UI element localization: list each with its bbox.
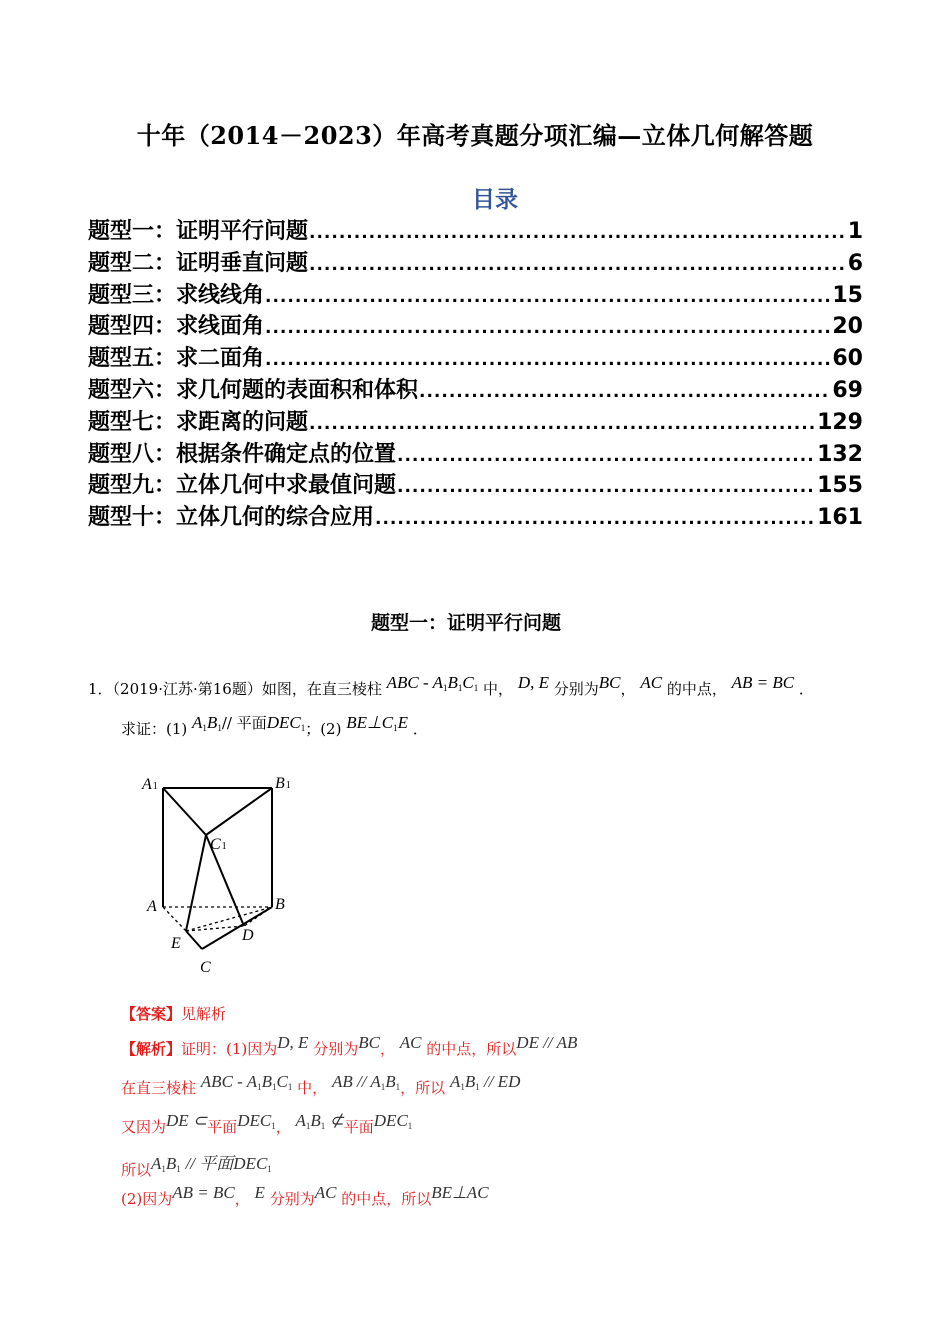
page-title: 十年（2014－2023）年高考真题分项汇编—立体几何解答题 — [136, 121, 814, 150]
question-number: 1． — [88, 680, 113, 698]
toc-entry-label: 题型六：求几何题的表面积和体积 — [88, 377, 419, 403]
math-prism: ABC - $A_1B_1C_1$ — [386, 673, 479, 693]
question-source: （2019·江苏·第16题） — [112, 680, 262, 698]
label-a1: A1 — [142, 776, 158, 793]
label-c1: C1 — [210, 836, 227, 853]
toc-entry-label: 题型三：求线线角 — [88, 282, 265, 308]
toc-entry-page: 132 — [817, 441, 863, 467]
toc-entry-page: 20 — [832, 314, 863, 340]
section-heading: 题型一：证明平行问题 — [370, 612, 561, 634]
toc-entry[interactable] — [88, 373, 863, 405]
toc-entry-page: 161 — [817, 505, 863, 531]
toc-entry[interactable] — [88, 309, 863, 341]
analysis-tag: 【解析】 — [121, 1040, 182, 1058]
analysis-line-2: 在直三棱柱 ABC - $A_1B_1C_1$ 中， AB // $A_1B_1$，所以 $A_1B_1$ // ED — [121, 1072, 521, 1097]
toc-entry-label: 题型九：立体几何中求最值问题 — [88, 473, 397, 499]
answer-tag: 【答案】 — [121, 1005, 182, 1023]
question-prove: 求证：(1) $A_1B_1//$ 平面$DEC_1$；(2) $BE\perp C_1E$ ． — [121, 713, 428, 738]
answer-line: 【答案】见解析 — [121, 1005, 227, 1023]
analysis-line-5: (2)因为AB = BC， E 分别为AC 的中点，所以BE⊥AC — [121, 1183, 489, 1208]
analysis-line-3: 又因为DE ⊂平面$DEC_1$， $A_1B_1$ ⊄平面$DEC_1$ — [121, 1111, 413, 1136]
toc-entry-page: 155 — [817, 473, 863, 499]
toc-entry[interactable] — [88, 341, 863, 373]
toc-entry-page: 6 — [847, 250, 863, 276]
label-c: C — [200, 959, 211, 976]
toc-entry[interactable] — [88, 500, 863, 532]
label-b: B — [275, 896, 285, 913]
toc-entry-label: 题型七：求距离的问题 — [88, 409, 309, 435]
toc-entry-label: 题型八：根据条件确定点的位置 — [88, 441, 397, 467]
analysis-line-1: 【解析】证明：(1)因为D, E 分别为BC， AC 的中点，所以DE // AB — [121, 1033, 578, 1058]
question-statement: 1．（2019·江苏·第16题）如图，在直三棱柱 ABC - $A_1B_1C_1$ 中， D, E 分别为BC， AC 的中点， AB = BC ． — [88, 673, 814, 698]
toc-entry-page: 60 — [832, 346, 863, 372]
toc-entry-label: 题型一：证明平行问题 — [88, 219, 309, 244]
toc-entry-label: 题型四：求线面角 — [88, 314, 265, 340]
label-a: A — [147, 898, 157, 915]
toc-entry-label: 题型五：求二面角 — [88, 346, 265, 372]
toc-entry[interactable] — [88, 246, 863, 278]
label-d: D — [242, 927, 254, 944]
toc-entry[interactable] — [88, 437, 863, 469]
analysis-line-4: 所以$A_1B_1$ // 平面$DEC_1$ — [121, 1154, 272, 1179]
toc-entry-page: 1 — [847, 219, 863, 244]
toc-entry[interactable] — [88, 214, 863, 246]
label-e: E — [171, 935, 181, 952]
toc-entry-page: 69 — [832, 377, 863, 403]
toc-entry-page: 15 — [832, 282, 863, 308]
toc-entry-page: 129 — [817, 409, 863, 435]
toc-entry-label: 题型二：证明垂直问题 — [88, 250, 309, 276]
table-of-contents — [88, 214, 863, 532]
toc-entry[interactable] — [88, 468, 863, 500]
toc-entry-label: 题型十：立体几何的综合应用 — [88, 505, 375, 531]
toc-entry[interactable] — [88, 278, 863, 310]
toc-entry[interactable] — [88, 405, 863, 437]
toc-heading: 目录 — [472, 186, 518, 213]
prism-figure — [138, 768, 308, 980]
label-b1: B1 — [275, 775, 291, 792]
